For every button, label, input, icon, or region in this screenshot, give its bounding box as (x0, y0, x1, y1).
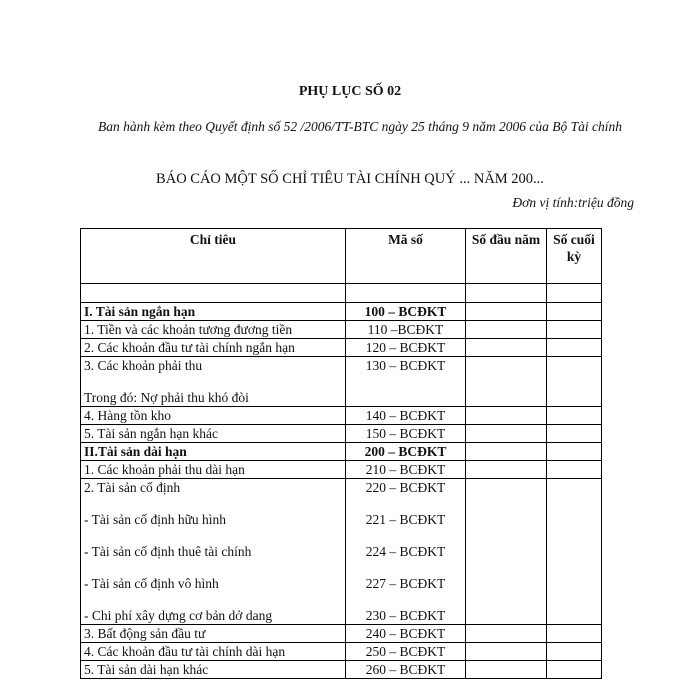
row-sub-label: - Chi phí xây dựng cơ bản dở dang (84, 608, 273, 623)
column-header-end-of-period: Số cuối kỳ (547, 229, 602, 284)
row-code: 210 – BCĐKT (346, 461, 466, 479)
row-sub-code: 230 – BCĐKT (365, 608, 446, 623)
row-code: 260 – BCĐKT (346, 661, 466, 679)
table-row (81, 321, 602, 339)
table-row (81, 339, 602, 357)
row-code: 250 – BCĐKT (346, 643, 466, 661)
table-header-row (81, 229, 602, 284)
column-header-start-of-year: Số đầu năm (466, 229, 547, 284)
row-label: 1. Các khoản phải thu dài hạn (81, 461, 346, 479)
row-code: 130 – BCĐKT (346, 357, 466, 407)
table-row (81, 303, 602, 321)
row-code: 150 – BCĐKT (346, 425, 466, 443)
row-sub-label: Trong đó: Nợ phải thu khó đòi (84, 390, 249, 405)
row-sub-code: 227 – BCĐKT (365, 576, 446, 591)
row-code: 110 –BCĐKT (346, 321, 466, 339)
table-row (81, 407, 602, 425)
row-code: 200 – BCĐKT (346, 443, 466, 461)
column-header-indicator: Chỉ tiêu (81, 229, 346, 284)
row-code: 100 – BCĐKT (346, 303, 466, 321)
row-code: 140 – BCĐKT (346, 407, 466, 425)
row-code: 220 – BCĐKT (365, 480, 446, 495)
row-sub-code: 221 – BCĐKT (365, 512, 446, 527)
row-label: 5. Tài sản ngắn hạn khác (81, 425, 346, 443)
row-sub-code: 224 – BCĐKT (365, 544, 446, 559)
row-label: 2. Các khoản đầu tư tài chính ngắn hạn (81, 339, 346, 357)
row-label: 2. Tài sản cố định (84, 480, 181, 495)
unit-note: Đơn vị tính:triệu đồng (512, 195, 634, 210)
table-row (81, 643, 602, 661)
row-sub-label: - Tài sản cố định hữu hình (84, 512, 227, 527)
appendix-title: PHỤ LỤC SỐ 02 (298, 84, 402, 99)
row-code: 120 – BCĐKT (346, 339, 466, 357)
row-label: II.Tài sản dài hạn (81, 443, 346, 461)
row-sub-label: - Tài sản cố định thuê tài chính (84, 544, 252, 559)
table-row (81, 443, 602, 461)
financial-indicators-table (80, 228, 602, 679)
row-label: 5. Tài sản dài hạn khác (81, 661, 346, 679)
row-label: I. Tài sản ngắn hạn (81, 303, 346, 321)
row-label: 4. Hàng tồn kho (81, 407, 346, 425)
issued-note: Ban hành kèm theo Quyết định số 52 /2006/TT-BTC ngày 25 tháng 9 năm 2006 của Bộ Tài chính (98, 119, 622, 134)
table-row (81, 625, 602, 643)
row-code: 240 – BCĐKT (346, 625, 466, 643)
column-header-code: Mã số (346, 229, 466, 284)
table-row (81, 661, 602, 679)
report-title: BÁO CÁO MỘT SỐ CHỈ TIÊU TÀI CHÍNH QUÝ ... NĂM 200... (156, 171, 544, 187)
row-label: 3. Bất động sản đầu tư (81, 625, 346, 643)
table-row (81, 479, 602, 625)
row-label: 4. Các khoản đầu tư tài chính dài hạn (81, 643, 346, 661)
table-row (81, 461, 602, 479)
row-sub-label: - Tài sản cố định vô hình (84, 576, 219, 591)
table-row (81, 284, 602, 303)
table-row (81, 425, 602, 443)
row-label: 1. Tiền và các khoản tương đương tiền (81, 321, 346, 339)
table-row (81, 357, 602, 407)
row-label: 3. Các khoản phải thu (84, 358, 203, 373)
